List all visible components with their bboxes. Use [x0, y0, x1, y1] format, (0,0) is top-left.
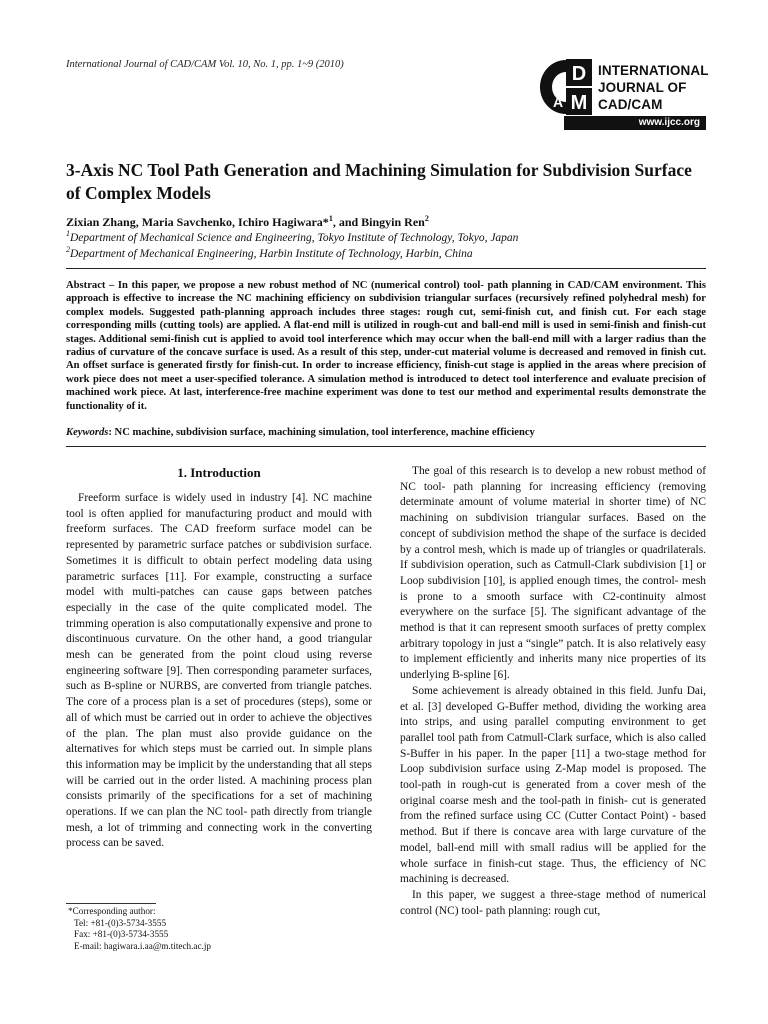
abstract-text: In this paper, we propose a new robust method of NC (numerical control) tool- path planning in CAD/CAM environment. This approach is effective to increase the NC machining efficiency on subdivision triangular surfaces (recursively refined polyhedral mesh) for complex models. Suggested path-planning approach includes three stages: rough cut, semi-finish cut, and finish cut. For each stage corresponding mills (cutting tools) are applied. A flat-end mill is utilized in rough-cut and ball-end mill is used in semi-finish and finish-cut stages. Additional semi-finish cut is applied to avoid tool interference which may occur when the ball-end mill with a larger radius than the radius of curvature of the concave surface is used. As a result of this step, under-cut material volume is decreased and removed in finish cut. An offset surface is generated firstly for finish-cut. In order to increase efficiency, finish-cut stage is applied in the areas where precision of work piece does not meet a user-specified tolerance. A simulation method is introduced to detect tool interference and evaluate precision of machined work piece. At last, interference-free machine experiment was done to test our method and experimental results demonstrate the functionality of it.	[66, 280, 706, 412]
corresponding-author-footnote	[68, 906, 368, 952]
affiliation-marker: 1	[66, 229, 70, 238]
abstract-bottom-rule	[66, 446, 706, 447]
abstract-label: Abstract –	[66, 280, 115, 291]
svg-text:A: A	[552, 94, 564, 110]
affiliation-2	[66, 243, 706, 261]
footnote-rule	[66, 903, 156, 904]
cam-logo-mark	[536, 56, 594, 118]
footnote-fax: Fax: +81-(0)3-5734-3555	[74, 929, 169, 939]
paragraph: Freeform surface is widely used in industry [4]. NC machine tool is often applied for manufacturing product and mould with freeform surfaces. The CAD freeform surface model can be represented by parametric surface patches or subdivision surface. Sometimes it is difficult to obtain perfect modeling data using parametric surfaces [11]. For example, constructing a surface model with multi-patches can cause gaps between patches especially in the case of the quite complicated model. The trimming operation is also computationally expensive and prone to discontinuous curvature. On the other hand, a good triangular mesh can be generated from the point cloud using reverse engineering software [9]. Then corresponding parameter surfaces, such as B-spline or NURBS, are converted from triangle patches. The core of a process plan is a set of procedures (steps), some or all of which must be carried out in order to achieve the objectives of the plan. The plan must also provide guidance on the alternatives for which steps must be carried out. In simple plans this information may be implicit by the understanding that all steps will be carried out in the order listed. A machining process plan consists primarily of the specifications for a set of machining operations. If we can plan the NC tool- path directly from triangle mesh, a lot of trimming and connecting work in the converting process can be saved.	[66, 492, 372, 850]
svg-text:M: M	[570, 92, 588, 114]
paragraph: The goal of this research is to develop a new robust method of NC tool- path planning for increasing efficiency (removing determinate amount of volume material in shorter time) of NC machining on subdivision triangular surfaces. Based on the concept of subdivision method the shape of the surface is decided by a control mesh, which is made up of triangles or quadrilaterals. If subdivision operation, such as Catmull-Clark subdivision [1] or Loop subdivision [10], is applied enough times, the control- mesh is prone to a smooth surface with C2-continuity almost everywhere on the surface [5]. The significant advantage of the method is that it can represent smooth surfaces of pretty complex arbitrary topology in just a “single” patch. It is also relatively easy to implement efficiently and inherits many nice properties of its underlying B-spline [6].	[400, 465, 706, 682]
logo-url: www.ijcc.org	[564, 116, 706, 130]
footnote-tel: Tel: +81-(0)3-5734-3555	[74, 917, 167, 928]
logo-line: CAD/CAM	[598, 97, 663, 112]
author-list: Zixian Zhang, Maria Savchenko, Ichiro Hagiwara*$^1$, and Bingyin Ren$^2$	[66, 214, 429, 229]
affiliation-text: Department of Mechanical Engineering, Harbin Institute of Technology, Harbin, China	[70, 247, 473, 260]
keywords	[66, 426, 706, 439]
section-heading: 1. Introduction	[177, 465, 261, 480]
footnote-label: *Corresponding author:	[68, 906, 156, 916]
footnote-email: E-mail: hagiwara.i.aa@m.titech.ac.jp	[74, 940, 212, 951]
body-column-left	[66, 491, 372, 852]
svg-text:D: D	[571, 63, 587, 85]
keywords-label: Keywords	[66, 427, 109, 438]
paper-title: 3-Axis NC Tool Path Generation and Machining Simulation for Subdivision Surface of Complex Models	[66, 160, 692, 203]
keywords-text: : NC machine, subdivision surface, machining simulation, tool interference, machine efficiency	[108, 427, 535, 438]
logo-line: JOURNAL OF	[598, 80, 687, 95]
journal-logo	[536, 56, 709, 130]
abstract-top-rule	[66, 268, 706, 269]
logo-line: INTERNATIONAL	[598, 63, 709, 78]
logo-wordmark	[598, 62, 709, 113]
paragraph: Some achievement is already obtained in this field. Junfu Dai, et al. [3] developed G-Buffer method, dividing the working area into strips, and using parallel computing environment to get parallel tool path from Catmull-Clark surface, which is also called S-Buffer in his paper. In the paper [11] a two-stage method for Loop subdivision surface using Z-Map model is proposed. The tool-path in rough-cut is generated from a cover mesh of the original coarse mesh and the tool-path in finish- cut is generated from the refined surface using CC (Cutter Contact Point) - based method. But if there is concave area with large curvature of the model, ball-end mill with small radius will be applied for the whole surface in finish-cut stage. Thus, the efficiency of NC machining is decreased.	[400, 684, 706, 886]
body-column-right	[400, 464, 706, 919]
abstract	[66, 279, 706, 413]
journal-citation: International Journal of CAD/CAM Vol. 10, No. 1, pp. 1~9 (2010)	[66, 59, 344, 70]
affiliation-marker: 2	[66, 245, 70, 254]
affiliation-text: Department of Mechanical Science and Engineering, Tokyo Institute of Technology, Tokyo, Japan	[70, 231, 519, 244]
paragraph: In this paper, we suggest a three-stage method of numerical control (NC) tool- path planning: rough cut,	[400, 888, 706, 917]
